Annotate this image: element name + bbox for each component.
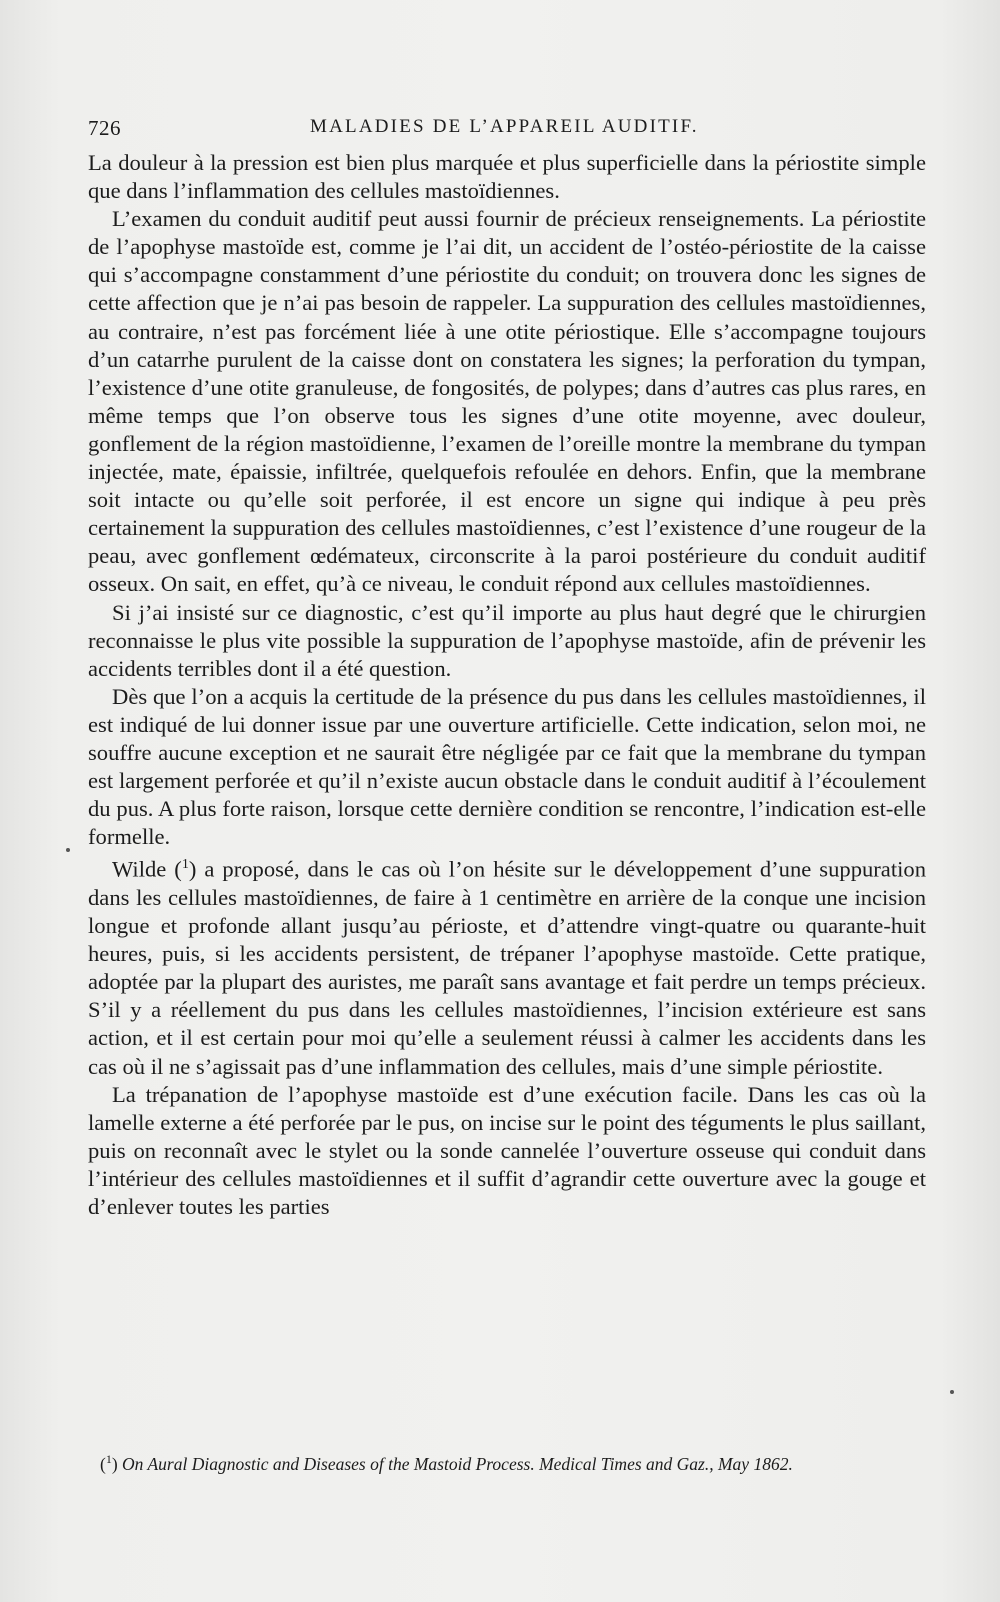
page-number: 726 [88, 116, 121, 140]
page-header [88, 116, 908, 146]
running-title: MALADIES DE L’APPAREIL AUDITIF. [310, 116, 699, 137]
paragraph-6: La trépanation de l’apophyse mastoïde est d’une exécution facile. Dans les cas où la lamelle externe a été perforée par le pus, on incise sur le point des téguments le plus saillant, puis on reconnaît avec le stylet ou la sonde cannelée l’ouverture osseuse qui conduit dans l’intérieur des cellules mastoïdiennes et il suffit d’agrandir cette ouverture avec la gouge et d’enlever toutes les parties [88, 1081, 926, 1219]
footnote-mark: 1 [105, 1452, 112, 1466]
print-speck [950, 1390, 954, 1394]
paragraph-5 [88, 851, 926, 1080]
paragraph-3: Si j’ai insisté sur ce diagnostic, c’est qu’il importe au plus haut degré que le chirurgien reconnaisse le plus vite possible la suppuration de l’apophyse mastoïde, afin de prévenir les accidents terribles dont il a été question. [88, 599, 926, 681]
body-text [88, 149, 926, 1221]
paragraph-1: La douleur à la pression est bien plus marquée et plus superficielle dans la périostite simple que dans l’inflammation des cellules mastoïdiennes. [88, 150, 926, 204]
footnote-text: On Aural Diagnostic and Diseases of the Mastoid Process. Medical Times and Gaz., May 1862. [122, 1453, 793, 1474]
paragraph-4: Dès que l’on a acquis la certitude de la présence du pus dans les cellules mastoïdiennes, il est indiqué de lui donner issue par une ouverture artificielle. Cette indication, selon moi, ne souffre aucune exception et ne saurait être négligée par ce fait que la membrane du tympan est largement perforée et qu’il n’existe aucun obstacle dans le conduit auditif à l’écoulement du pus. A plus forte raison, lorsque cette dernière condition se rencontre, l’indication est-elle formelle. [88, 683, 926, 850]
footnote-reference: 1 [181, 857, 189, 873]
paragraph-5-rest: ) a proposé, dans le cas où l’on hésite sur le développement d’une suppuration dans les cellules mastoïdiennes, de faire à 1 centimètre en arrière de la conque une incision longue et profonde allant jusqu’au périoste, et d’attendre vingt-quatre ou quarante-huit heures, puis, si les accidents persistent, de trépaner l’apophyse mastoïde. Cette pratique, adoptée par la plupart des auristes, me paraît sans avantage et fait perdre un temps précieux. S’il y a réellement du pus dans les cellules mastoïdiennes, l’incision extérieure est sans action, et il est certain pour moi qu’elle a seulement réussi à calmer les accidents dans les cas où il ne s’agissait pas d’une inflammation des cellules, mais d’une simple périostite. [88, 856, 926, 1079]
paragraph-5-start: Wilde ( [112, 856, 182, 882]
paragraph-2: L’examen du conduit auditif peut aussi fournir de précieux renseignements. La périostite de l’apophyse mastoïde est, comme je l’ai dit, un accident de l’ostéo-périostite de la caisse qui s’accompagne constamment d’une périostite du conduit; on trouvera donc les signes de cette affection que je n’ai pas besoin de rappeler. La suppuration des cellules mastoïdiennes, au contraire, n’est pas forcément liée à une otite périostique. Elle s’accompagne toujours d’un catarrhe purulent de la caisse dont on constatera les signes; la perforation du tympan, l’existence d’une otite granuleuse, de fongosités, de polypes; dans d’autres cas plus rares, en même temps que l’on observe tous les signes d’une otite moyenne, avec douleur, gonflement de la région mastoïdienne, l’examen de l’oreille montre la membrane du tympan injectée, mate, épaissie, infiltrée, quelquefois refoulée en dehors. Enfin, que la membrane soit intacte ou qu’elle soit perforée, il est encore un signe qui indique à peu près certainement la suppuration des cellules mastoïdiennes, c’est l’existence d’une rougeur de la peau, avec gonflement œdémateux, circonscrite à la paroi postérieure du conduit auditif osseux. On sait, en effet, qu’à ce niveau, le conduit répond aux cellules mastoïdiennes. [88, 206, 926, 597]
footnote: ($^1$) On Aural Diagnostic and Diseases of the Mastoid Process. Medical Times and Gaz., May 1862. [100, 1452, 793, 1474]
print-speck [66, 848, 70, 852]
